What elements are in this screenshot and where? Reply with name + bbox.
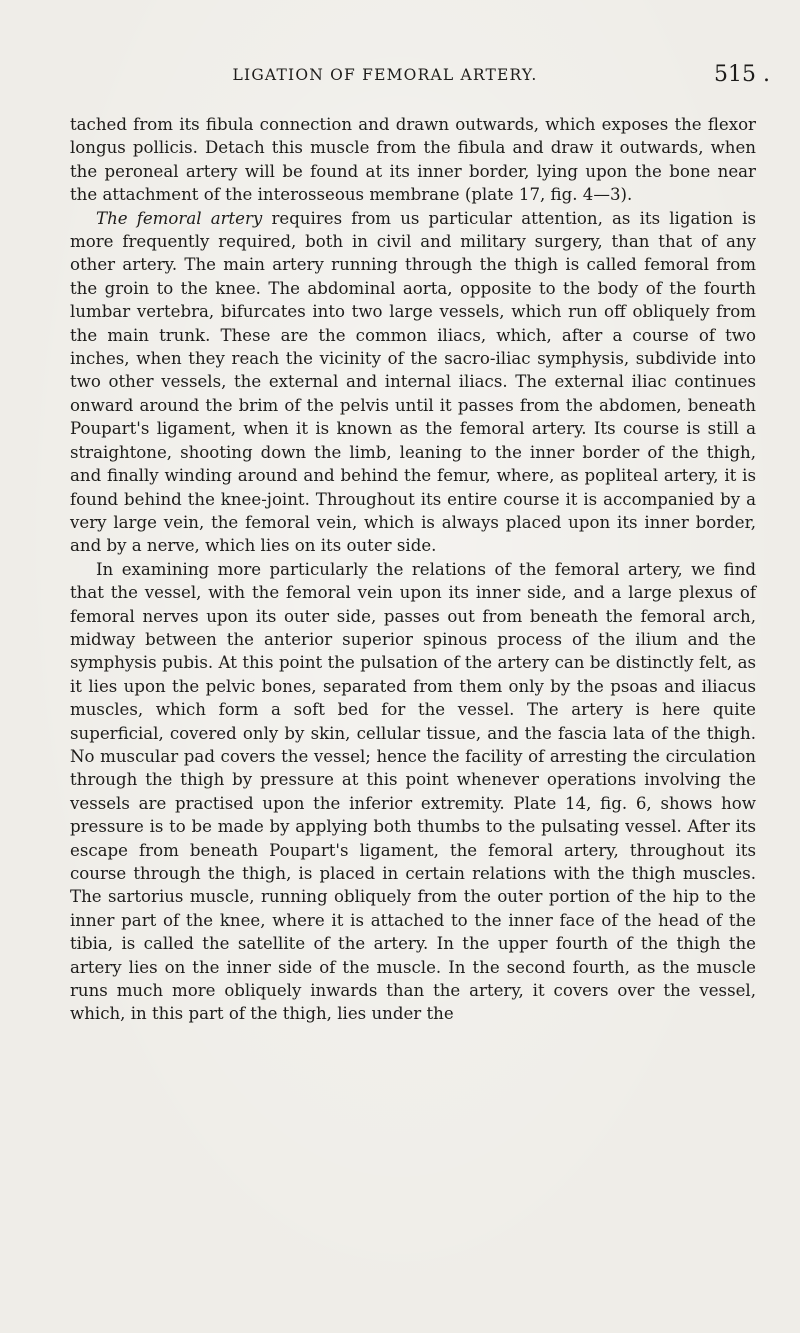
body-text <box>70 113 756 1026</box>
paragraph-femoral-artery <box>70 207 756 558</box>
page-number-dot: . <box>763 62 770 87</box>
running-head-title: LIGATION OF FEMORAL ARTERY. <box>232 66 538 84</box>
paragraph-text: requires from us particular attention, as its ligation is more frequently required, both in civil and military surgery, than that of any other artery. The main artery running through the thigh is called femoral from the groin to the knee. The abdominal aorta, opposite to the body of the fourth lumbar vertebra, bifurcates into two large vessels, which run off obliquely from the main trunk. These are the common iliacs, which, after a course of two inches, when they reach the vicinity of the sacro-iliac symphysis, subdivide into two other vessels, the external and internal iliacs. The external iliac continues onward around the brim of the pelvis until it passes from the abdomen, beneath Poupart's ligament, when it is known as the femoral artery. Its course is still a straightone, shooting down the limb, leaning to the inner border of the thigh, and finally winding around and behind the femur, where, as popliteal artery, it is found behind the knee-joint. Throughout its entire course it is accompanied by a very large vein, the femoral vein, which is always placed upon its inner border, and by a nerve, which lies on its outer side. <box>70 208 756 556</box>
paragraph-text: In examining more particularly the relations of the femoral artery, we find that the vessel, with the femoral vein upon its inner side, and a large plexus of femoral nerves upon its outer side, passes out from beneath the femoral arch, midway between the anterior superior spinous process of the ilium and the symphysis pubis. At this point the pulsation of the artery can be distinctly felt, as it lies upon the pelvic bones, separated from them only by the psoas and iliacus muscles, which form a soft bed for the vessel. The artery is here quite superficial, covered only by skin, cellular tissue, and the fascia lata of the thigh. No muscular pad covers the vessel; hence the facility of arresting the circulation through the thigh by pressure at this point whenever operations involving the vessels are practised upon the inferior extremity. Plate 14, fig. 6, shows how pressure is to be made by applying both thumbs to the pulsating vessel. After its escape from beneath Poupart's ligament, the femoral artery, throughout its course through the thigh, is placed in certain relations with the thigh muscles. The sartorius muscle, running obliquely from the outer portion of the hip to the inner part of the knee, where it is attached to the inner face of the head of the tibia, is called the satellite of the artery. In the upper fourth of the thigh the artery lies on the inner side of the muscle. In the second fourth, as the muscle runs much more obliquely inwards than the artery, it covers over the vessel, which, in this part of the thigh, lies under the <box>70 559 756 1024</box>
page-number: 515 <box>714 62 756 87</box>
running-head <box>70 62 770 86</box>
paragraph-relations <box>70 558 756 1026</box>
paragraph-continued <box>70 113 756 207</box>
paragraph-text: tached from its fibula connection and drawn outwards, which exposes the flexor longus pollicis. Detach this muscle from the fibula and draw it outwards, when the peroneal artery will be found at its inner border, lying upon the bone near the attachment of the interosseous membrane (plate 17, fig. 4—3). <box>70 115 756 205</box>
paragraph-lead-italic: The femoral artery <box>96 208 263 228</box>
